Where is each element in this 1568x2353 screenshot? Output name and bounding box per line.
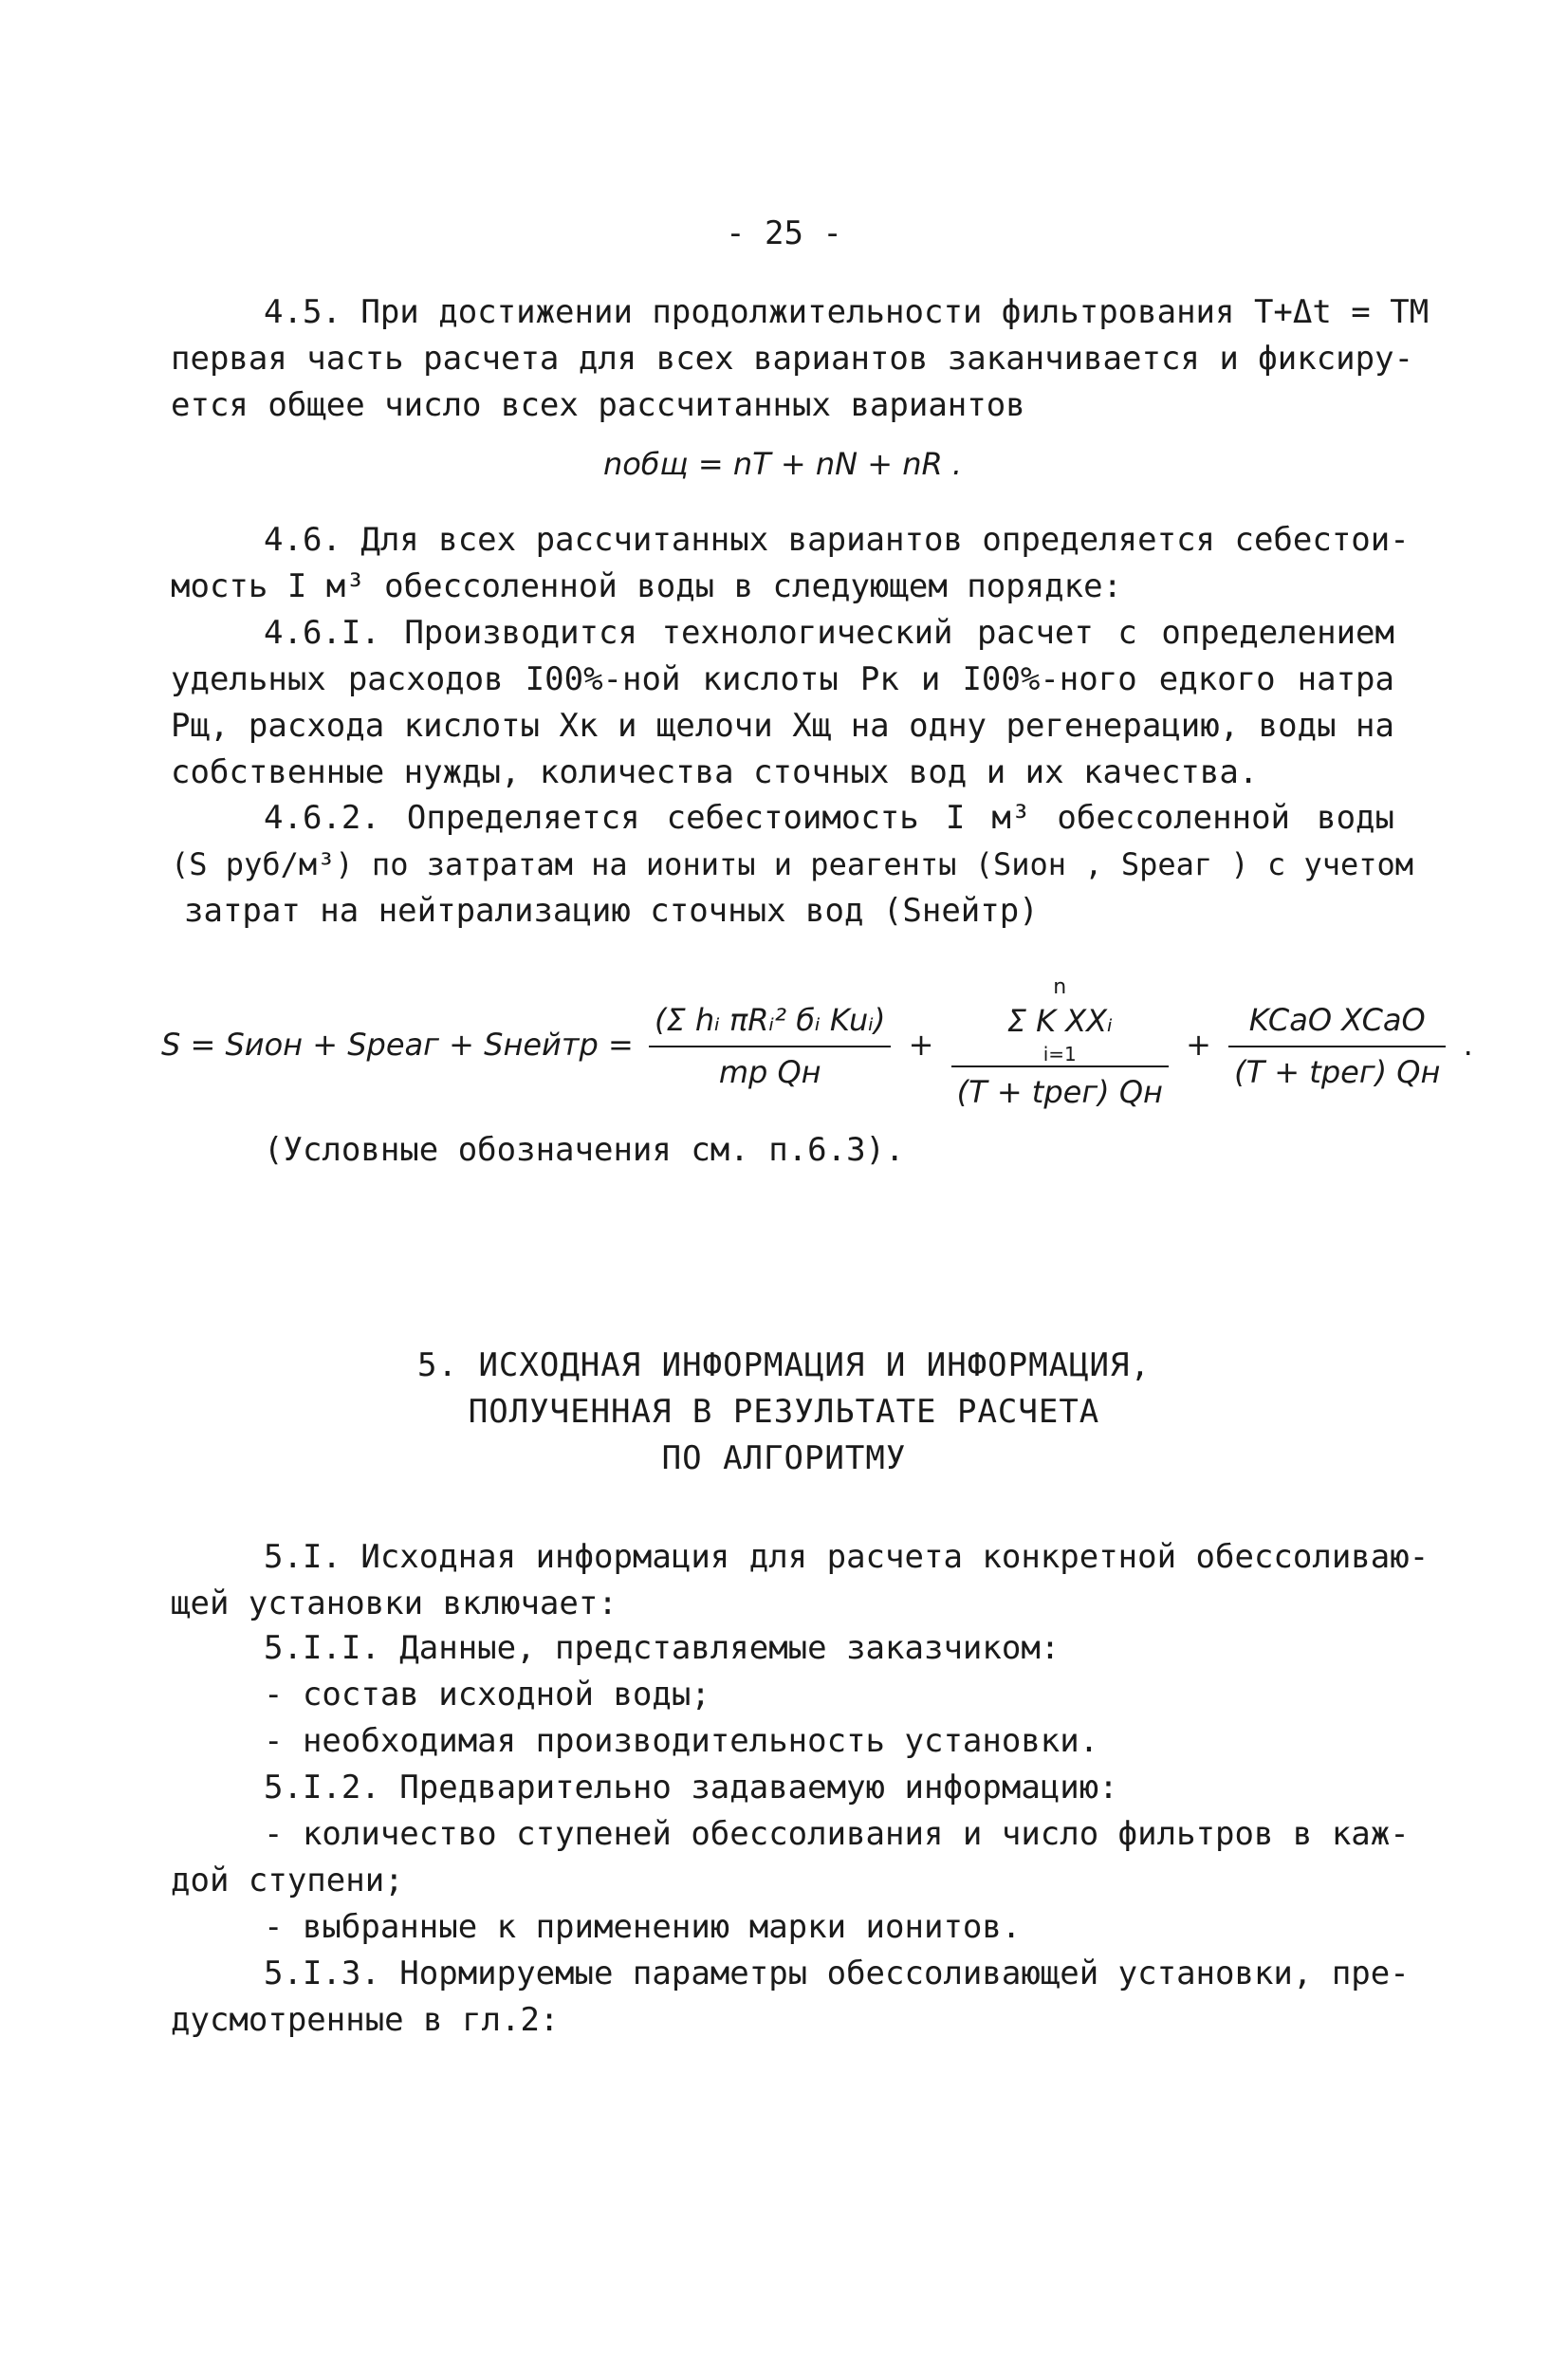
text-line: собственные нужды, количества сточных вод и их качества. [171, 753, 1259, 791]
paragraph-4-6 [171, 517, 1410, 610]
formula-n-total: nобщ = nT + nN + nR . [602, 446, 963, 482]
fraction-reagents [951, 977, 1169, 1116]
fraction-ion-exchange [649, 997, 892, 1096]
section-5-heading [0, 1343, 1568, 1482]
text-line: 5.I.3. Нормируемые параметры обессоливающей установки, пре- [264, 1955, 1410, 1992]
formula-lhs: S = Sион + Sреаг + Sнейтр = [161, 1027, 634, 1063]
paragraph-5-1 [171, 1534, 1430, 1627]
plus-sign: + [1186, 1027, 1211, 1063]
text-line: затрат на нейтрализацию сточных вод (Sнейтр) [184, 892, 1039, 930]
fraction-numerator [951, 977, 1169, 1067]
notation-note: (Условные обозначения см. п.6.3). [264, 1131, 905, 1169]
cost-formula [161, 975, 1473, 1116]
paragraph-4-6-1 [171, 610, 1394, 796]
list-item: - состав исходной воды; [264, 1676, 710, 1714]
text-line: дусмотренные в гл.2: [171, 2001, 560, 2039]
page-number: - 25 - [726, 214, 842, 252]
text-line: первая часть расчета для всех вариантов заканчивается и фиксиру- [171, 340, 1414, 378]
sum-lower-limit: i=1 [1042, 1043, 1077, 1065]
text-line: мость I м³ обессоленной воды в следующем порядке: [171, 567, 1123, 605]
fraction-denominator: mp Qн [718, 1054, 821, 1090]
paragraph-4-6-2 [171, 795, 1414, 935]
text-line: 5.I.I. Данные, представляемые заказчиком: [264, 1629, 1061, 1667]
paragraph-4-5 [171, 289, 1430, 429]
sum-upper-limit: n [1053, 975, 1067, 999]
list-item: - количество ступеней обессоливания и число фильтров в каж- [264, 1815, 1410, 1853]
formula-end-dot: . [1463, 1027, 1473, 1063]
list-item: дой ступени; [171, 1862, 404, 1899]
fraction-numerator: (Σ hᵢ πRᵢ² бᵢ Kuᵢ) [649, 997, 892, 1047]
list-item: - выбранные к применению марки ионитов. [264, 1908, 1022, 1946]
text-line: 4.6.I. Производится технологический расчет с определением [264, 614, 1394, 652]
text-line: удельных расходов I00%-ной кислоты Pк и I00%-ного едкого натра [171, 660, 1394, 698]
paragraph-5-1-2 [171, 1765, 1410, 1951]
text-line: щей установки включает: [171, 1584, 618, 1622]
fraction-numerator: KCaO XCaO [1228, 997, 1446, 1047]
heading-line: 5. ИСХОДНАЯ ИНФОРМАЦИЯ И ИНФОРМАЦИЯ, [417, 1346, 1151, 1384]
text-line: 5.I. Исходная информация для расчета конкретной обессоливаю- [264, 1538, 1430, 1576]
text-line: 4.6. Для всех рассчитанных вариантов определяется себестои- [264, 521, 1410, 559]
heading-line: ПОЛУЧЕННАЯ В РЕЗУЛЬТАТЕ РАСЧЕТА [468, 1393, 1100, 1431]
text-line: 5.I.2. Предварительно задаваемую информацию: [264, 1769, 1118, 1806]
text-line: Pщ, расхода кислоты Xк и щелочи Xщ на одну регенерацию, воды на [171, 707, 1394, 745]
fraction-numerator-text: Σ K XXᵢ [1006, 1003, 1113, 1039]
text-line: 4.5. При достижении продолжительности фильтрования T+Δt = TM [264, 293, 1430, 331]
text-line: 4.6.2. Определяется себестоимость I м³ обессоленной воды [264, 799, 1394, 837]
text-line: ется общее число всех рассчитанных вариантов [171, 386, 1025, 424]
fraction-denominator: (T + tрег) Qн [1234, 1054, 1441, 1090]
text-line: (S руб/м³) по затратам на иониты и реагенты (Sион , Sреаг ) с учетом [171, 846, 1414, 882]
paragraph-5-1-3 [171, 1951, 1410, 2044]
list-item: - необходимая производительность установки. [264, 1722, 1099, 1760]
plus-sign: + [908, 1027, 934, 1063]
fraction-denominator: (T + tрег) Qн [956, 1074, 1163, 1110]
paragraph-5-1-1 [171, 1625, 1394, 1765]
heading-line: ПО АЛГОРИТМУ [661, 1439, 907, 1477]
fraction-neutralization [1228, 997, 1446, 1096]
